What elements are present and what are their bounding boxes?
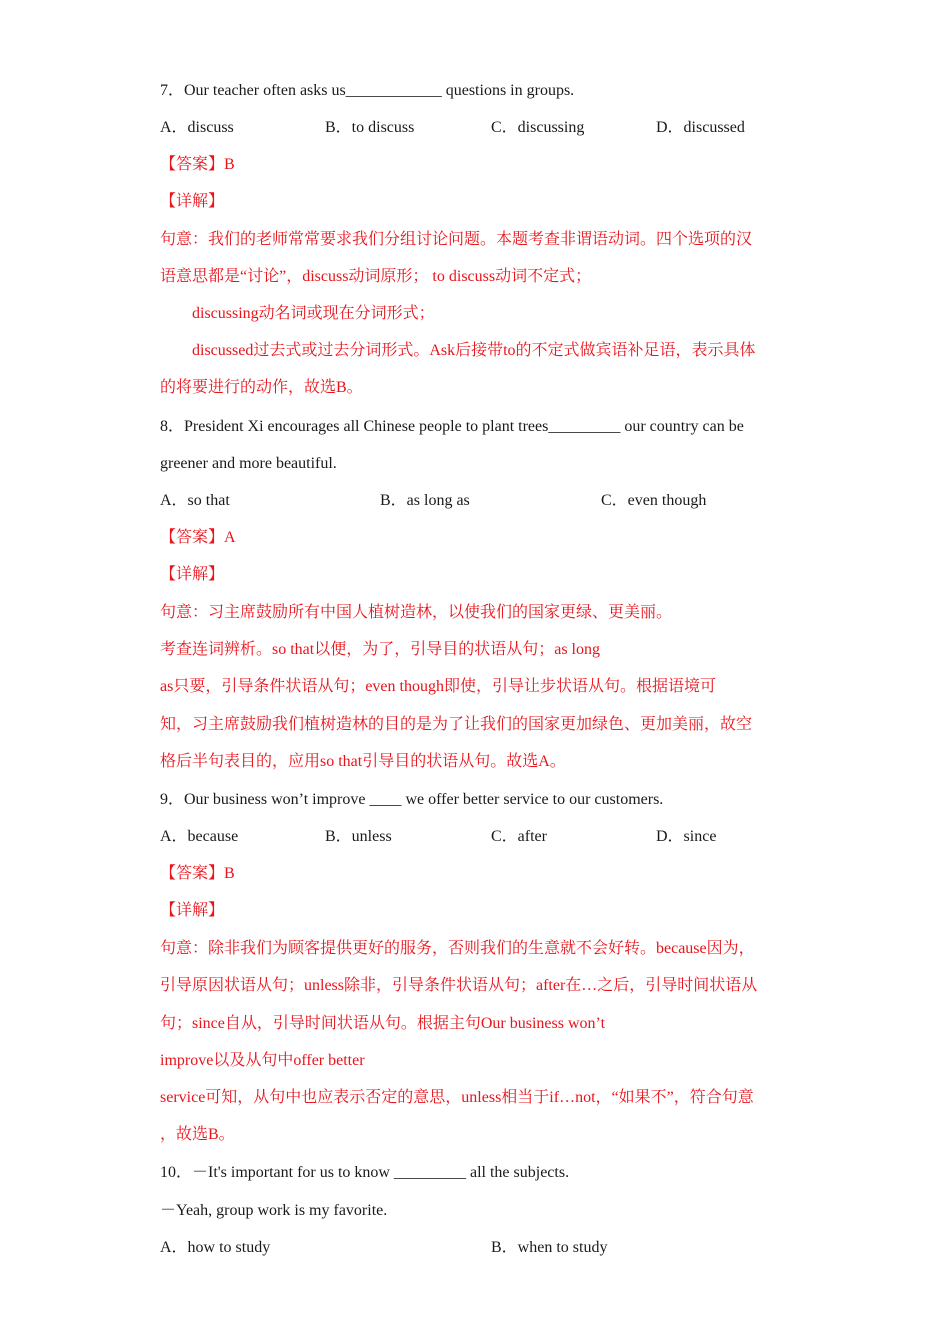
q7-explain-line: 语意思都是“讨论”，discuss动词原形； to discuss动词不定式； [160, 268, 592, 285]
q8-explain-line: 格后半句表目的，应用so that引导目的状语从句。故选A。 [160, 753, 566, 770]
q8-option-b: B．as long as [380, 492, 470, 509]
q7-detail-label: 【详解】 [160, 193, 225, 210]
q7-stem: 7．Our teacher often asks us____________ questions in groups. [160, 82, 575, 99]
q7-option-a: A．discuss [160, 119, 234, 136]
q9-option-d: D．since [656, 828, 717, 845]
q8-answer: 【答案】A [160, 529, 236, 546]
q10-option-a: A．how to study [160, 1239, 271, 1256]
q7-option-d: D．discussed [656, 119, 745, 136]
q9-answer: 【答案】B [160, 865, 235, 882]
q10-option-b: B．when to study [491, 1239, 608, 1256]
q8-stem: 8．President Xi encourages all Chinese people to plant trees_________ our country can be [160, 418, 744, 435]
q8-explain-line: 考查连词辨析。so that以便，为了，引导目的状语从句；as long [160, 641, 600, 658]
q9-option-b: B．unless [325, 828, 392, 845]
q10-stem: 10．－It's important for us to know _________ all the subjects. [160, 1164, 570, 1181]
q10-reply: －Yeah, group work is my favorite. [160, 1202, 388, 1219]
q9-explain-line: 句；since自从，引导时间状语从句。根据主句Our business won’t [160, 1015, 606, 1032]
q9-explain-line: ，故选B。 [160, 1126, 235, 1143]
q7-answer: 【答案】B [160, 156, 235, 173]
q9-explain-line: 引导原因状语从句；unless除非，引导条件状语从句；after在…之后，引导时间状语从 [160, 977, 758, 994]
q8-option-c: C．even though [601, 492, 707, 509]
q9-option-c: C．after [491, 828, 547, 845]
q9-explain-line: 句意：除非我们为顾客提供更好的服务，否则我们的生意就不会好转。because因为， [160, 940, 755, 957]
q9-detail-label: 【详解】 [160, 902, 225, 919]
q7-option-c: C．discussing [491, 119, 585, 136]
q8-stem-continued: greener and more beautiful. [160, 455, 337, 472]
q9-explain-line: service可知，从句中也应表示否定的意思，unless相当于if…not，“如果不”，符合句意 [160, 1089, 754, 1106]
q9-explain-line: improve以及从句中offer better [160, 1052, 365, 1069]
q7-option-b: B．to discuss [325, 119, 415, 136]
q9-option-a: A．because [160, 828, 239, 845]
q7-explain-line: 句意：我们的老师常常要求我们分组讨论问题。本题考查非谓语动词。四个选项的汉 [160, 231, 753, 248]
q8-option-a: A．so that [160, 492, 230, 509]
q7-explain-line: 的将要进行的动作，故选B。 [160, 379, 363, 396]
q9-stem: 9．Our business won’t improve ____ we offer better service to our customers. [160, 791, 664, 808]
q8-explain-line: 句意：习主席鼓励所有中国人植树造林，以使我们的国家更绿、更美丽。 [160, 604, 673, 621]
q8-explain-line: 知，习主席鼓励我们植树造林的目的是为了让我们的国家更加绿色、更加美丽，故空 [160, 716, 753, 733]
q8-detail-label: 【详解】 [160, 566, 225, 583]
q7-explain-line: discussing动名词或现在分词形式； [192, 305, 435, 322]
q7-explain-line: discussed过去式或过去分词形式。Ask后接带to的不定式做宾语补足语，表示具体 [192, 342, 756, 359]
q8-explain-line: as只要，引导条件状语从句；even though即使，引导让步状语从句。根据语境可 [160, 678, 716, 695]
